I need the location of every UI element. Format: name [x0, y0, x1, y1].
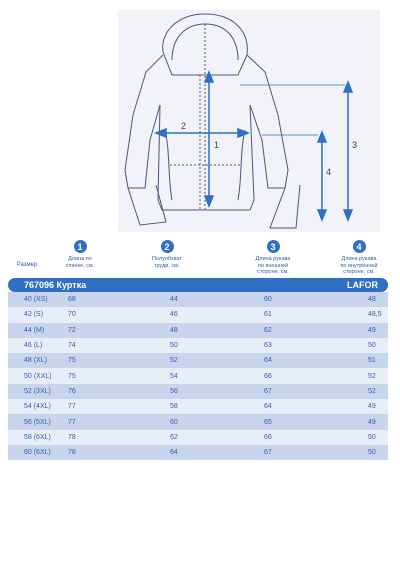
table-row — [8, 430, 388, 445]
value-cell: 78 — [68, 433, 76, 441]
table-row — [8, 307, 388, 322]
column-header-line: Длина по — [68, 256, 92, 262]
size-cell: 50 (XXL) — [24, 372, 52, 380]
column-header-back-length — [52, 240, 108, 276]
measure-label-3: 3 — [352, 140, 358, 150]
value-cell: 51 — [368, 357, 376, 365]
value-cell: 77 — [68, 403, 76, 411]
column-number-badge: 3 — [267, 240, 280, 253]
column-header-line: Полуобхват — [152, 256, 182, 262]
brand-name: LAFOR — [347, 280, 378, 290]
size-cell: 46 (L) — [24, 342, 43, 350]
column-header-outer-sleeve — [244, 240, 302, 276]
column-header-line: Длина рукава — [341, 256, 377, 262]
product-name: 767096 Куртка — [24, 280, 87, 290]
value-cell: 49 — [368, 403, 376, 411]
value-cell: 68 — [68, 296, 76, 304]
value-cell: 52 — [368, 387, 376, 395]
value-cell: 49 — [368, 418, 376, 426]
value-cell: 75 — [68, 357, 76, 365]
value-cell: 50 — [170, 342, 178, 350]
value-cell: 52 — [368, 372, 376, 380]
value-cell: 66 — [264, 372, 272, 380]
measure-label-4: 4 — [326, 167, 332, 177]
column-header-line: стороне, см. — [257, 269, 289, 275]
jacket-measurement-illustration — [0, 0, 400, 235]
value-cell: 64 — [170, 449, 178, 457]
table-row — [8, 368, 388, 383]
value-cell: 70 — [68, 311, 76, 319]
value-cell: 65 — [264, 418, 272, 426]
column-header-line: спинке, см. — [65, 262, 95, 269]
value-cell: 50 — [368, 433, 376, 441]
value-cell: 67 — [264, 449, 272, 457]
column-header-line: по внешней — [257, 262, 289, 269]
value-cell: 63 — [264, 342, 272, 350]
size-column-header: Размер — [16, 262, 38, 268]
size-cell: 52 (3XL) — [24, 387, 51, 395]
value-cell: 74 — [68, 342, 76, 350]
value-cell: 62 — [264, 326, 272, 334]
size-rows — [8, 292, 388, 460]
value-cell: 46 — [170, 311, 178, 319]
size-cell: 60 (6XL) — [24, 449, 51, 457]
value-cell: 49 — [368, 326, 376, 334]
column-header-line: Длина рукава — [255, 256, 291, 262]
size-table — [8, 278, 388, 460]
table-row — [8, 399, 388, 414]
table-row — [8, 292, 388, 307]
measure-label-2: 2 — [181, 121, 187, 131]
column-header-line: груди, см. — [154, 262, 180, 269]
value-cell: 58 — [170, 403, 178, 411]
size-cell: 58 (6XL) — [24, 433, 51, 441]
table-title-bar — [8, 278, 388, 292]
column-number-badge: 2 — [161, 240, 174, 253]
column-header-inner-sleeve — [330, 240, 388, 276]
size-cell: 56 (5XL) — [24, 418, 51, 426]
size-cell: 54 (4XL) — [24, 403, 51, 411]
column-header-line: по внутренней — [340, 262, 378, 269]
value-cell: 67 — [264, 387, 272, 395]
size-cell: 42 (S) — [24, 311, 44, 319]
value-cell: 64 — [264, 403, 272, 411]
value-cell: 77 — [68, 418, 76, 426]
value-cell: 60 — [170, 418, 178, 426]
value-cell: 61 — [264, 311, 272, 319]
value-cell: 72 — [68, 326, 76, 334]
column-number-badge: 1 — [74, 240, 87, 253]
value-cell: 52 — [170, 357, 178, 365]
value-cell: 64 — [264, 357, 272, 365]
table-row — [8, 353, 388, 368]
column-number-badge: 4 — [353, 240, 366, 253]
size-cell: 44 (M) — [24, 326, 45, 334]
value-cell: 75 — [68, 372, 76, 380]
illustration-background — [118, 10, 380, 232]
value-cell: 48 — [368, 296, 376, 304]
value-cell: 60 — [264, 296, 272, 304]
measure-label-1: 1 — [214, 140, 220, 150]
value-cell: 62 — [170, 433, 178, 441]
table-row — [8, 323, 388, 338]
value-cell: 44 — [170, 296, 178, 304]
table-row — [8, 338, 388, 353]
value-cell: 50 — [368, 449, 376, 457]
value-cell: 56 — [170, 387, 178, 395]
value-cell: 76 — [68, 387, 76, 395]
value-cell: 66 — [264, 433, 272, 441]
value-cell: 48 — [170, 326, 178, 334]
value-cell: 50 — [368, 342, 376, 350]
table-row — [8, 445, 388, 460]
value-cell: 48,5 — [368, 311, 382, 319]
column-header-chest — [138, 240, 196, 276]
value-cell: 78 — [68, 449, 76, 457]
size-cell: 48 (XL) — [24, 357, 47, 365]
table-row — [8, 384, 388, 399]
value-cell: 54 — [170, 372, 178, 380]
table-row — [8, 414, 388, 429]
size-cell: 40 (XS) — [24, 296, 48, 304]
column-header-line: стороне, см. — [343, 269, 375, 275]
